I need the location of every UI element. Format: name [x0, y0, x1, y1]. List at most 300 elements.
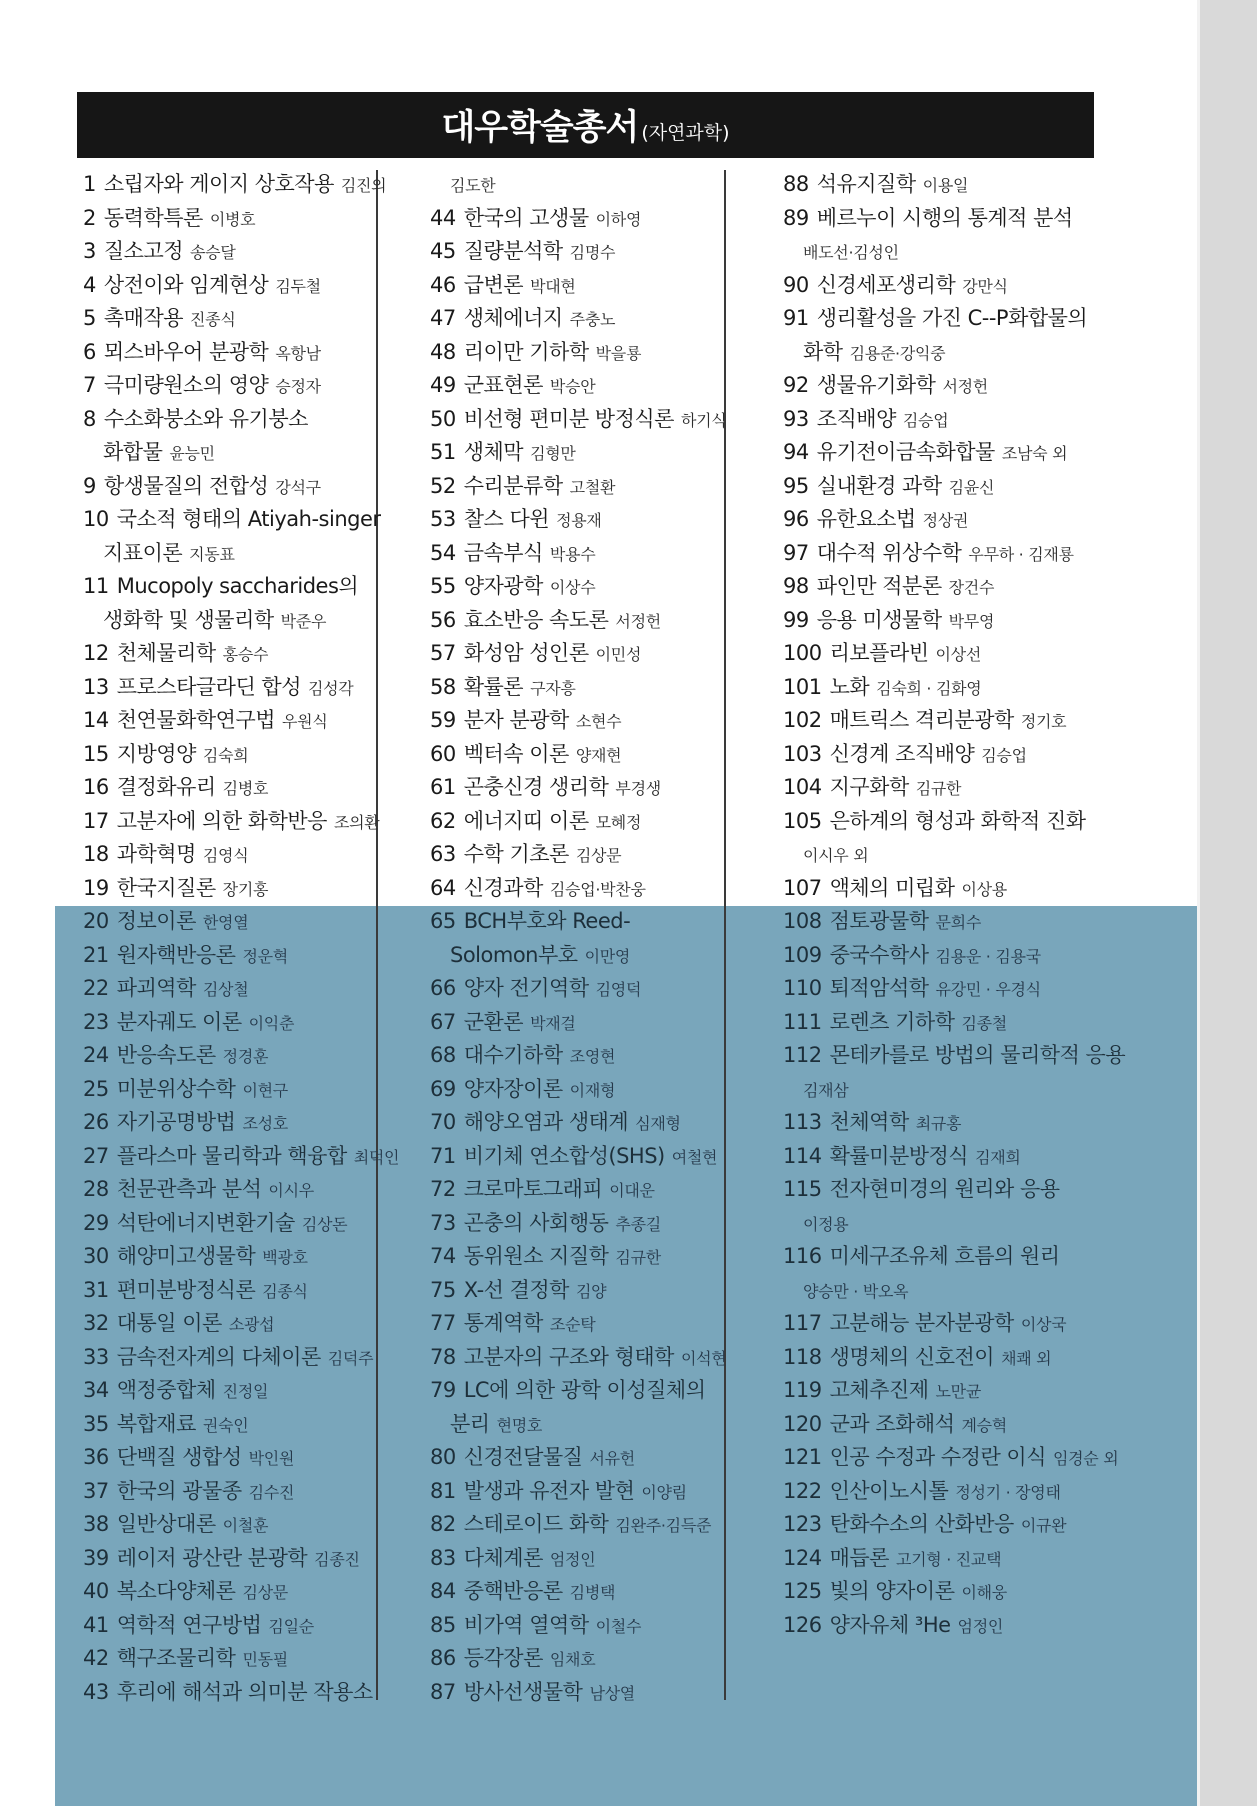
- book-author: 이시우 외: [803, 846, 869, 865]
- book-author: 김재삼: [803, 1080, 849, 1100]
- book-number: 24: [83, 1043, 109, 1067]
- book-number: 39: [83, 1545, 109, 1570]
- book-title: 플라스마 물리학과 핵융합: [116, 1143, 347, 1168]
- book-title: 핵구조물리학: [116, 1646, 236, 1670]
- book-entry: [430, 1274, 720, 1308]
- book-entry: [83, 336, 373, 370]
- book-title: 벡터속 이론: [463, 741, 569, 766]
- book-entry: [430, 939, 720, 973]
- book-number: 26: [83, 1110, 109, 1134]
- book-number: 31: [83, 1277, 109, 1302]
- book-number: 82: [430, 1512, 456, 1536]
- book-entry: [83, 1106, 373, 1140]
- book-author: 강석구: [275, 477, 321, 497]
- book-title: 탄화수소의 산화반응: [829, 1512, 1014, 1536]
- book-entry: [430, 604, 720, 638]
- book-number: 81: [430, 1478, 456, 1503]
- book-number: 79: [430, 1378, 456, 1402]
- book-number: 56: [430, 607, 456, 632]
- book-title: 곤충신경 생리학: [463, 775, 609, 799]
- book-author: 현명호: [496, 1415, 543, 1435]
- book-title: 고분자의 구조와 형태학: [463, 1344, 674, 1369]
- book-author: 유강민 · 우경식: [935, 980, 1041, 999]
- book-entry: [430, 1341, 727, 1375]
- book-entry: [783, 1341, 1183, 1375]
- book-author: 조의환: [333, 812, 380, 832]
- book-author: 서정헌: [615, 611, 661, 631]
- book-number: 107: [783, 875, 822, 900]
- book-entry: [783, 537, 1183, 571]
- book-entry: [783, 1140, 1183, 1174]
- book-entry: [430, 1475, 720, 1509]
- book-number: 7: [83, 373, 96, 397]
- book-entry: [783, 202, 1183, 236]
- book-title: 중국수학사: [829, 942, 929, 967]
- book-entry: [783, 1508, 1183, 1542]
- book-author: 김숙희 · 김화영: [876, 678, 982, 698]
- book-title: 발생과 유전자 발현: [463, 1478, 635, 1503]
- book-title: 레이저 광산란 분광학: [116, 1545, 308, 1570]
- book-author: 김종철: [961, 1013, 1007, 1033]
- book-entry: [83, 1006, 373, 1040]
- book-number: 10: [83, 507, 109, 531]
- book-entry: [430, 369, 720, 403]
- book-number: 83: [430, 1545, 456, 1570]
- book-number: 28: [83, 1177, 109, 1201]
- book-title: 천체역학: [829, 1110, 909, 1134]
- book-title: 국소적 형태의 Atiyah-singer: [116, 507, 381, 531]
- book-title: 전자현미경의 원리와 응용: [829, 1177, 1060, 1201]
- book-title: 통계역학: [463, 1311, 543, 1335]
- book-entry: [783, 1374, 1183, 1408]
- book-entry: [783, 1609, 1183, 1643]
- book-entry: [83, 872, 373, 906]
- book-number: 41: [83, 1612, 109, 1637]
- book-entry: [83, 202, 373, 236]
- book-number: 55: [430, 574, 456, 598]
- book-title: 복소다양체론: [116, 1579, 236, 1603]
- book-number: 85: [430, 1612, 456, 1637]
- book-title: 질소고정: [103, 239, 184, 263]
- book-entry: [83, 1240, 373, 1274]
- book-author: 고철환: [569, 477, 616, 497]
- book-number: 29: [83, 1210, 109, 1235]
- book-author: 엄정인: [957, 1616, 1004, 1636]
- book-author: 정기호: [1020, 712, 1067, 731]
- book-number: 25: [83, 1076, 109, 1101]
- book-title: 후리에 해석과 의미분 작용소: [116, 1679, 373, 1704]
- book-title: 프로스타글라딘 합성: [116, 674, 301, 699]
- book-entry: [430, 1006, 720, 1040]
- book-author: 김도한: [450, 176, 496, 195]
- book-entry: [83, 1274, 373, 1308]
- book-number: 50: [430, 406, 456, 431]
- book-title: 미세구조유체 흐름의 원리: [829, 1244, 1060, 1268]
- book-title: 지표이론: [103, 540, 183, 565]
- book-author: 소광섭: [228, 1315, 275, 1334]
- book-title: 분리: [450, 1411, 490, 1436]
- book-author: 서정헌: [942, 377, 988, 396]
- book-number: 117: [783, 1311, 822, 1335]
- book-number: 59: [430, 708, 456, 732]
- book-author: 조성호: [242, 1114, 288, 1133]
- book-number: 110: [783, 976, 822, 1000]
- book-number: 74: [430, 1244, 456, 1268]
- book-title: 방사선생물학: [463, 1679, 583, 1704]
- book-author: 김상문: [575, 846, 622, 865]
- book-list-column-3: [783, 168, 1183, 1642]
- book-title: Mucopoly saccharides의: [116, 574, 359, 598]
- book-entry: [783, 771, 1183, 805]
- book-author: 여철현: [671, 1147, 718, 1167]
- book-author: 김명수: [569, 243, 616, 262]
- book-title: 유기전이금속화합물: [816, 440, 995, 464]
- book-number: 49: [430, 373, 456, 397]
- book-number: 34: [83, 1378, 109, 1402]
- book-number: 63: [430, 842, 456, 866]
- book-number: 66: [430, 976, 456, 1000]
- book-entry: [430, 470, 720, 504]
- book-number: 60: [430, 741, 456, 766]
- book-number: 108: [783, 909, 822, 933]
- book-number: 53: [430, 507, 456, 531]
- book-number: 121: [783, 1445, 822, 1469]
- book-title: 수소화붕소와 유기붕소: [103, 406, 308, 431]
- book-number: 18: [83, 842, 109, 866]
- book-author: 계승혁: [961, 1415, 1007, 1435]
- book-entry: [783, 1173, 1183, 1207]
- book-entry: [430, 1441, 720, 1475]
- book-title: 금속부식: [463, 540, 543, 565]
- book-entry: [430, 838, 720, 872]
- book-author: 이병호: [209, 209, 256, 229]
- book-author: 권숙인: [202, 1415, 249, 1435]
- book-number: 5: [83, 306, 96, 330]
- book-author: 김재희: [975, 1147, 1021, 1167]
- book-entry: [430, 704, 720, 738]
- book-entry: [783, 838, 1183, 872]
- book-number: 123: [783, 1512, 822, 1536]
- book-entry: [430, 872, 720, 906]
- book-number: 91: [783, 306, 809, 330]
- book-author: 이현구: [242, 1080, 288, 1100]
- book-number: 87: [430, 1679, 456, 1704]
- book-title: 생명체의 신호전이: [829, 1344, 995, 1369]
- book-entry: [783, 905, 1183, 939]
- book-title: 수학 기초론: [463, 842, 569, 866]
- book-author: 이재형: [569, 1080, 616, 1100]
- book-author: 지동표: [189, 544, 235, 564]
- book-entry: [83, 1341, 373, 1375]
- book-author: 윤능민: [169, 444, 215, 463]
- book-number: 30: [83, 1244, 109, 1268]
- book-entry: [430, 403, 727, 437]
- book-author: 이상수: [549, 578, 596, 597]
- book-title: 화성암 성인론: [463, 641, 589, 665]
- book-number: 35: [83, 1411, 109, 1436]
- book-entry: [83, 838, 373, 872]
- book-number: 11: [83, 574, 109, 598]
- book-title: 퇴적암석학: [829, 976, 929, 1000]
- book-entry: [83, 1441, 373, 1475]
- book-entry: [430, 202, 720, 236]
- book-entry: [83, 302, 373, 336]
- book-title: 화학: [803, 339, 843, 364]
- book-entry: [783, 1073, 1183, 1107]
- book-title: 생물유기화학: [816, 373, 936, 397]
- book-author: 김승업·박찬웅: [549, 879, 646, 899]
- book-number: 103: [783, 741, 822, 766]
- book-title: 역학적 연구방법: [116, 1612, 262, 1637]
- book-author: 우무하 · 김재룡: [968, 544, 1074, 564]
- book-entry: [783, 269, 1183, 303]
- book-title: 군표현론: [463, 373, 543, 397]
- book-entry: [430, 436, 720, 470]
- book-author: 이시우: [268, 1181, 314, 1200]
- book-entry: [430, 302, 720, 336]
- book-author: 조남숙 외: [1001, 444, 1068, 463]
- book-title: 빛의 양자이론: [829, 1579, 955, 1603]
- book-author: 최덕인: [353, 1147, 400, 1167]
- book-entry: [83, 972, 373, 1006]
- book-number: 69: [430, 1076, 456, 1101]
- book-number: 40: [83, 1579, 109, 1603]
- book-number: 19: [83, 875, 109, 900]
- book-number: 32: [83, 1311, 109, 1335]
- book-title: 군환론: [463, 1009, 524, 1034]
- book-title: 생리활성을 가진 C--P화합물의: [816, 306, 1088, 330]
- book-title: 효소반응 속도론: [463, 607, 609, 632]
- book-entry: [83, 704, 373, 738]
- book-entry: [83, 369, 373, 403]
- book-entry: [430, 1240, 720, 1274]
- book-entry: [430, 905, 720, 939]
- book-entry: [430, 1609, 720, 1643]
- book-author: 심재형: [635, 1114, 681, 1133]
- book-entry: [783, 302, 1183, 336]
- book-entry: [430, 537, 720, 571]
- book-author: 이하영: [595, 209, 642, 229]
- book-number: 38: [83, 1512, 109, 1536]
- book-entry: [783, 872, 1183, 906]
- book-author: 홍승수: [222, 645, 269, 664]
- book-number: 93: [783, 406, 809, 431]
- book-number: 4: [83, 272, 96, 297]
- book-title: 인산이노시톨: [829, 1478, 949, 1503]
- book-author: 김용운 · 김용국: [935, 946, 1041, 966]
- book-title: 양자유체 ³He: [829, 1612, 951, 1637]
- book-title: 화합물: [103, 440, 163, 464]
- book-author: 서유헌: [589, 1449, 635, 1468]
- book-list-column-1: [83, 168, 400, 1709]
- book-number: 1: [83, 172, 96, 196]
- book-number: 73: [430, 1210, 456, 1235]
- book-author: 옥항남: [275, 343, 321, 363]
- book-author: 정성기 · 장영태: [955, 1482, 1061, 1502]
- book-author: 박용수: [549, 544, 596, 564]
- book-author: 남상열: [589, 1683, 635, 1703]
- book-number: 67: [430, 1009, 456, 1034]
- book-number: 112: [783, 1043, 822, 1067]
- book-author: 주충노: [569, 310, 616, 329]
- book-author: 이철훈: [222, 1516, 269, 1535]
- book-author: 박승안: [549, 377, 596, 396]
- book-number: 113: [783, 1110, 822, 1134]
- book-title: 반응속도론: [116, 1043, 216, 1067]
- book-author: 김숙희: [202, 745, 249, 765]
- book-number: 92: [783, 373, 809, 397]
- book-author: 장기홍: [222, 879, 269, 899]
- book-entry: [430, 805, 720, 839]
- book-entry: [783, 637, 1183, 671]
- book-entry: [430, 503, 720, 537]
- book-title: 고분자에 의한 화학반응: [116, 808, 327, 833]
- book-title: 대수적 위상수학: [816, 540, 962, 565]
- book-number: 101: [783, 674, 822, 699]
- book-entry: [430, 1039, 720, 1073]
- book-entry: [783, 503, 1183, 537]
- book-title: 대수기하학: [463, 1043, 563, 1067]
- book-entry: [83, 436, 373, 470]
- book-number: 9: [83, 473, 96, 498]
- book-number: 48: [430, 339, 456, 364]
- book-entry: [83, 771, 373, 805]
- book-title: X-선 결정학: [463, 1277, 569, 1302]
- book-number: 100: [783, 641, 822, 665]
- book-entry: [783, 1274, 1183, 1308]
- book-title: 군과 조화해석: [829, 1411, 955, 1436]
- book-entry: [83, 1642, 373, 1676]
- book-number: 37: [83, 1478, 109, 1503]
- book-number: 122: [783, 1478, 822, 1503]
- book-title: 파인만 적분론: [816, 574, 942, 598]
- book-entry: [430, 1676, 720, 1710]
- book-title: 신경세포생리학: [816, 272, 956, 297]
- book-number: 94: [783, 440, 809, 464]
- book-entry: [783, 369, 1183, 403]
- book-author: 김윤신: [948, 477, 995, 497]
- book-author: 이양림: [641, 1482, 687, 1502]
- book-entry: [783, 470, 1183, 504]
- column-divider: [724, 170, 726, 1700]
- book-author: 채쾌 외: [1001, 1348, 1052, 1368]
- book-title: 액정중합체: [116, 1378, 216, 1402]
- book-author: 우원식: [282, 712, 328, 731]
- book-title: 찰스 다윈: [463, 507, 550, 531]
- book-title: 단백질 생합성: [116, 1445, 242, 1469]
- book-author: 강만식: [962, 276, 1008, 296]
- book-entry: [83, 604, 373, 638]
- book-number: 44: [430, 205, 456, 230]
- book-number: 2: [83, 205, 96, 230]
- book-title: 몬테카를로 방법의 물리학적 응용: [829, 1043, 1126, 1067]
- book-title: 금속전자계의 다체이론: [116, 1344, 321, 1369]
- book-number: 14: [83, 708, 109, 732]
- book-title: 소립자와 게이지 상호작용: [103, 172, 334, 196]
- book-number: 125: [783, 1579, 822, 1603]
- book-title: 확률미분방정식: [829, 1143, 969, 1168]
- book-entry: [430, 1508, 720, 1542]
- book-author: 김병택: [569, 1583, 616, 1602]
- book-entry: [430, 1307, 720, 1341]
- book-author: 이민성: [595, 645, 642, 664]
- book-list-column-2: [430, 168, 727, 1709]
- page-shadow: [1200, 0, 1257, 1806]
- book-entry: [83, 805, 380, 839]
- book-entry: [83, 905, 373, 939]
- book-author: 추종길: [615, 1214, 661, 1234]
- book-number: 102: [783, 708, 822, 732]
- book-title: 편미분방정식론: [116, 1277, 256, 1302]
- book-entry: [783, 738, 1183, 772]
- book-title: 자기공명방법: [116, 1110, 236, 1134]
- book-title: 비기체 연소합성(SHS): [463, 1143, 665, 1168]
- book-author: 부경생: [615, 779, 661, 798]
- book-author: 김덕주: [327, 1348, 374, 1368]
- book-number: 109: [783, 942, 822, 967]
- book-entry: [783, 336, 1183, 370]
- book-title: 은하계의 형성과 화학적 진화: [829, 808, 1086, 833]
- book-title: 한국의 고생물: [463, 205, 589, 230]
- book-title: 해양미고생물학: [116, 1244, 256, 1268]
- book-author: 노만균: [935, 1382, 981, 1401]
- series-title: 대우학술총서: [441, 108, 639, 148]
- book-title: 양자 전기역학: [463, 976, 589, 1000]
- book-author: 정용재: [556, 511, 602, 530]
- book-number: 119: [783, 1378, 822, 1402]
- book-title: 급변론: [463, 272, 524, 297]
- book-author: 김상철: [202, 980, 249, 999]
- book-author: 이상용: [961, 879, 1007, 899]
- book-author: 조영현: [569, 1047, 616, 1066]
- header-bar: [77, 92, 1094, 158]
- book-entry: [83, 1475, 373, 1509]
- book-title: 대통일 이론: [116, 1311, 222, 1335]
- book-author: 김규한: [615, 1248, 661, 1267]
- book-number: 72: [430, 1177, 456, 1201]
- book-entry: [83, 1173, 373, 1207]
- book-entry: [83, 1408, 373, 1442]
- book-author: 문희수: [935, 913, 981, 932]
- book-entry: [430, 1542, 720, 1576]
- book-title: 촉매작용: [103, 306, 184, 330]
- book-entry: [783, 1106, 1183, 1140]
- book-author: 김양: [575, 1281, 607, 1301]
- book-title: Solomon부호: [450, 942, 578, 967]
- book-title: 과학혁명: [116, 842, 196, 866]
- book-entry: [83, 1207, 373, 1241]
- book-title: 액체의 미립화: [829, 875, 955, 900]
- book-number: 47: [430, 306, 456, 330]
- book-title: 베르누이 시행의 통계적 분석: [816, 205, 1073, 230]
- book-author: 이용일: [922, 176, 969, 195]
- book-number: 52: [430, 473, 456, 498]
- book-title: 석유지질학: [816, 172, 916, 196]
- book-entry: [783, 704, 1183, 738]
- book-number: 90: [783, 272, 809, 297]
- book-number: 13: [83, 674, 109, 699]
- book-entry: [783, 972, 1183, 1006]
- book-number: 84: [430, 1579, 456, 1603]
- book-title: 한국지질론: [116, 875, 216, 900]
- book-entry: [430, 570, 720, 604]
- book-title: 천문관측과 분석: [116, 1177, 262, 1201]
- book-author: 이철수: [595, 1616, 642, 1636]
- book-number: 15: [83, 741, 109, 766]
- book-entry: [83, 537, 373, 571]
- book-author: 이익춘: [248, 1013, 295, 1033]
- book-number: 114: [783, 1143, 822, 1168]
